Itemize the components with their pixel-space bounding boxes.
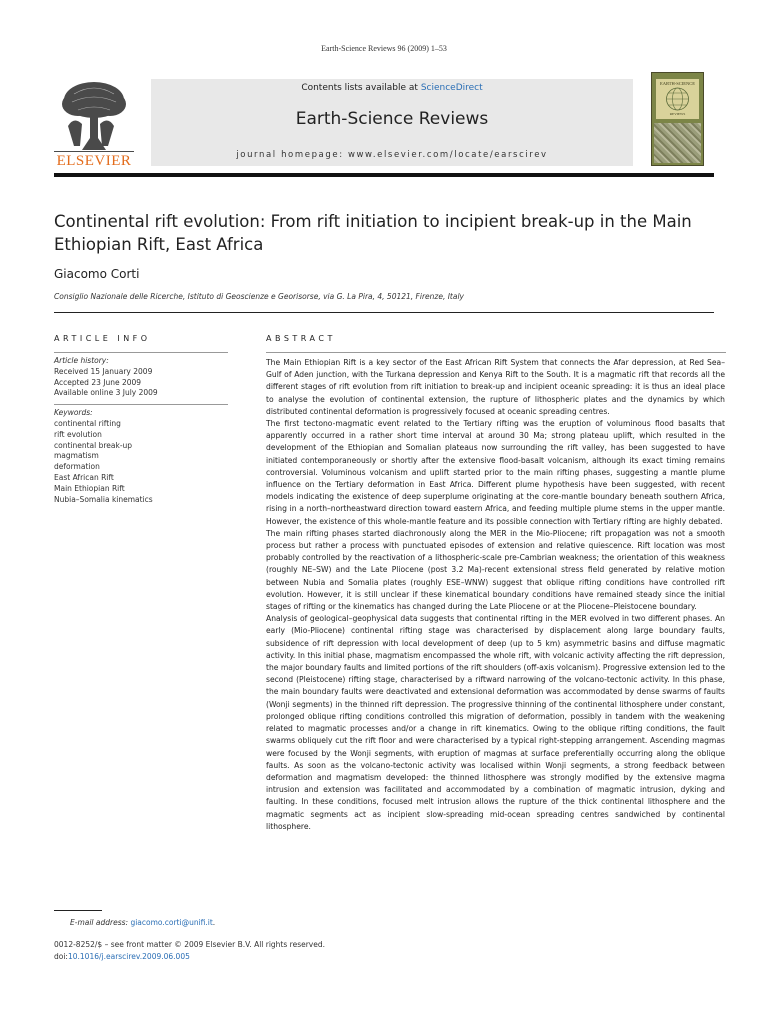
email-label: E-mail address: — [70, 918, 129, 927]
abstract-heading: ABSTRACT — [266, 334, 336, 343]
abstract-body — [266, 357, 725, 833]
doi-link[interactable]: 10.1016/j.earscirev.2009.06.005 — [67, 951, 190, 961]
journal-banner — [151, 79, 633, 166]
copyright-line: 0012-8252/$ – see front matter © 2009 Elsevier B.V. All rights reserved. — [54, 940, 326, 949]
doi-line — [54, 951, 325, 963]
abstract-paragraph: The first tectono-magmatic event related to the Tertiary rifting was the eruption of voluminous flood basalts that apparently occurred in a rather short time interval at around 30 Ma; strong plateau uplift, which resulted in the development of the Ethiopian and Somalian plateaus now surrounding the rift valley, has been suggested to have initiated contemporaneously or shortly after the extensive flood-basalt volcanism, although its exact timing remains controversial. Voluminous volcanism and uplift started prior to the main rifting phases, suggesting a mantle plume influence on the Tertiary deformation in East Africa. Different plume hypothesis have been suggested, with recent models indicating the existence of deep superplume originating at the core-mantle boundary beneath southern Africa, rising in a north–northeastward direction toward eastern Africa, and feeding multiple plume stems in the upper mantle. However, the existence of this whole-mantle feature and its possible connection with Tertiary rifting are highly debated. — [266, 419, 725, 526]
article-info-panel — [54, 352, 228, 505]
masthead-divider — [54, 173, 714, 177]
doi-prefix: doi: — [54, 951, 68, 961]
article-author[interactable]: Giacomo Corti — [54, 267, 140, 281]
copyright-block — [54, 939, 325, 962]
header-divider — [54, 312, 714, 313]
cover-title: EARTH-SCIENCE — [660, 81, 695, 86]
footnote-rule — [54, 910, 102, 911]
elsevier-logo[interactable] — [54, 74, 134, 172]
article-title: Continental rift evolution: From rift initiation to incipient break-up in the Main Ethiopian Rift, East Africa — [54, 212, 692, 254]
journal-cover-thumbnail[interactable] — [651, 72, 704, 166]
globe-icon — [656, 85, 699, 113]
cover-image — [654, 123, 701, 163]
keyword-item: continental rifting — [54, 418, 121, 428]
history-received: Received 15 January 2009 — [54, 366, 153, 376]
journal-citation: Earth-Science Reviews 96 (2009) 1–53 — [321, 44, 447, 53]
keywords-label: Keywords: — [54, 408, 93, 418]
keyword-item: Nubia–Somalia kinematics — [54, 494, 153, 504]
keyword-item: Main Ethiopian Rift — [54, 483, 125, 493]
contents-prefix: Contents lists available at — [301, 83, 418, 93]
cover-panel — [656, 79, 699, 119]
history-accepted: Accepted 23 June 2009 — [54, 377, 142, 387]
cover-subtitle: REVIEWS — [669, 112, 686, 116]
history-online: Available online 3 July 2009 — [54, 388, 158, 398]
elsevier-tree-icon — [54, 74, 134, 154]
author-email: E-mail address: giacomo.corti@unifi.it. — [70, 918, 216, 927]
contents-availability — [151, 83, 633, 93]
journal-homepage[interactable]: journal homepage: www.elsevier.com/locate/earscirev — [236, 150, 548, 160]
journal-name: Earth-Science Reviews — [295, 109, 489, 129]
article-history-label: Article history: — [54, 356, 109, 365]
email-link[interactable]: giacomo.corti@unifi.it — [130, 918, 213, 927]
sciencedirect-link[interactable]: ScienceDirect — [420, 83, 483, 93]
abstract-paragraph: The Main Ethiopian Rift is a key sector of the East African Rift System that connects the Afar depression, at Red Sea–Gulf of Aden junction, with the Turkana depression and Kenya Rift to the South. It is a magmatic rift that records all the different stages of rift evolution from rift initiation to break-up and incipient oceanic spreading: it is thus an ideal place to analyse the evolution of continental extension, the rupture of lithospheric plates and the dynamics by which distributed continental deformation is progressively focused at oceanic spreading centres. — [266, 358, 725, 416]
abstract-rule — [266, 352, 726, 353]
article-info-rule — [54, 352, 228, 353]
keyword-item: magmatism — [54, 451, 99, 461]
journal-masthead — [54, 66, 714, 172]
keyword-item: East African Rift — [54, 472, 114, 482]
abstract-paragraph: The main rifting phases started diachronously along the MER in the Mio-Pliocene; rift propagation was not a smooth process but rather a process with punctuated episodes of extension and relative quiescence. Rift location was most probably controlled by the reactivation of a lithospheric-scale pre-Cambrian weakness; the orientation of this weakness (roughly NE–SW) and the Late Pliocene (post 3.2 Ma)-recent extensional stress field generated by relative motion between Nubia and Somalia plates (roughly ESE–WNW) suggest that oblique rifting conditions have controlled rift evolution. However, it is still unclear if these kinematical boundary conditions have remained steady since the initial stages of rifting or the kinematics has changed during the Late Pliocene or at the Pliocene–Pleistocene boundary. — [266, 528, 725, 612]
keyword-item: rift evolution — [54, 429, 102, 439]
keywords-rule — [54, 404, 228, 405]
keyword-item: continental break-up — [54, 440, 133, 450]
abstract-paragraph: Analysis of geological–geophysical data suggests that continental rifting in the MER evolved in two different phases. An early (Mio-Pliocene) continental rifting stage was characterised by displacement along large boundary faults, subsidence of rift depression with local development of deep (up to 5 km) asymmetric basins and diffuse magmatic activity. In this initial phase, magmatism encompassed the whole rift, with volcanic activity affecting the rift depression, the major boundary faults and limited portions of the rift shoulders (off-axis volcanism). Progressive extension led to the second (Pleistocene) rifting stage, characterised by a riftward narrowing of the volcano-tectonic activity. In this phase, the main boundary faults were deactivated and extensional deformation was accommodated by dense swarms of faults (Wonji segments) in the thinned rift depression. The progressive thinning of the continental lithosphere under constant, prolonged oblique rifting conditions controlled this migration of deformation, possibly in tandem with the weakening related to magmatic processes and/or a change in rift kinematics. Owing to the oblique rifting conditions, the fault swarms obliquely cut the rift floor and were characterised by a typical right-stepping arrangement. Ascending magmas were focused by the Wonji segments, with eruption of magmas at surface preferentially occurring along the oblique faults. As soon as the volcano-tectonic activity was localised within Wonji segments, a strong feedback between deformation and magmatism developed: the thinned lithosphere was strongly modified by the extensive magma intrusion and extension was facilitated and accommodated by a combination of magmatic intrusion, dyking and faulting. In these conditions, focused melt intrusion allows the rupture of the thick continental lithosphere and the magmatic segments act as incipient slow-spreading mid-ocean spreading centres sandwiched by continental lithosphere. — [266, 614, 725, 831]
article-info-heading: ARTICLE INFO — [54, 334, 151, 343]
author-affiliation: Consiglio Nazionale delle Ricerche, Istituto di Geoscienze e Georisorse, via G. La Pira, 4, 50121, Firenze, Italy — [54, 292, 464, 301]
keyword-item: deformation — [54, 462, 100, 472]
elsevier-wordmark: ELSEVIER — [56, 153, 132, 169]
